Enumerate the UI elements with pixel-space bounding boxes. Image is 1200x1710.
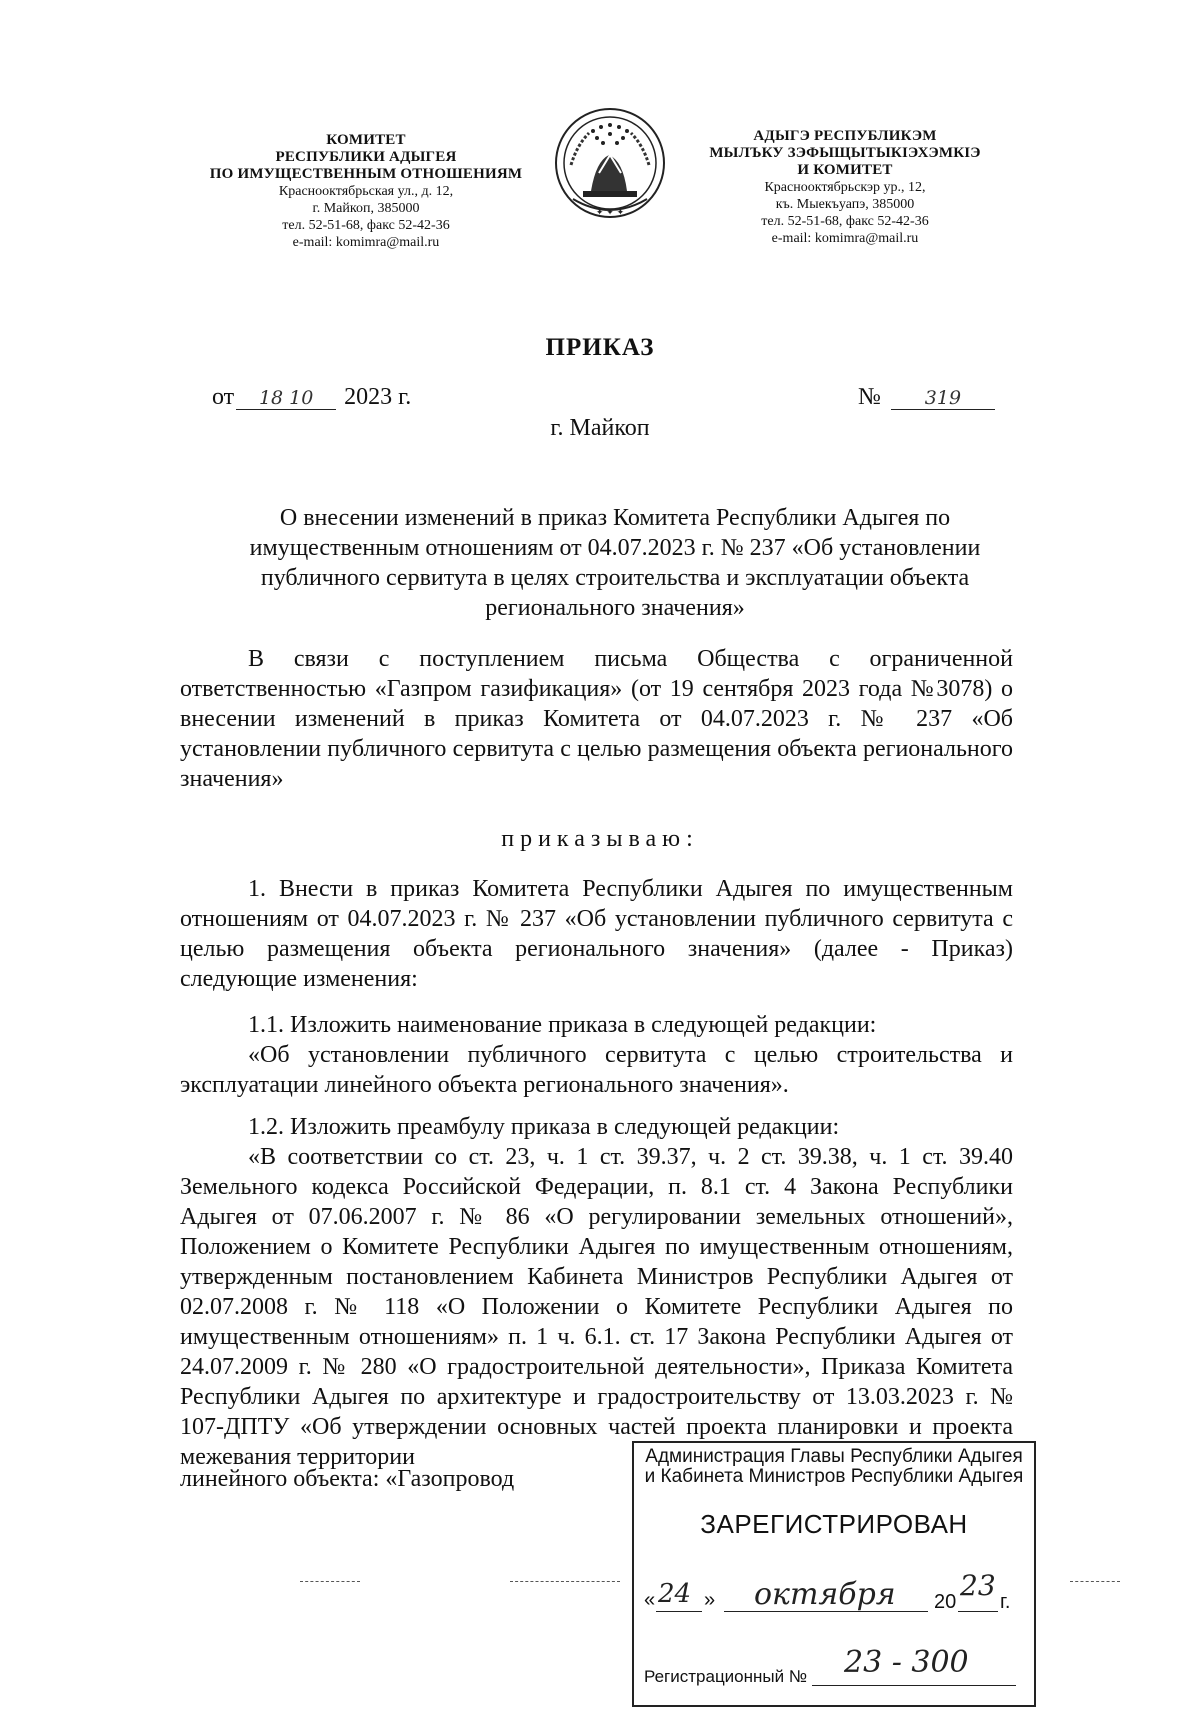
decree-word: приказываю:	[501, 826, 699, 852]
order-city: г. Майкоп	[550, 415, 650, 441]
stamp-month: октября	[754, 1577, 896, 1612]
order-title: ПРИКАЗ	[545, 334, 655, 361]
letterhead-left-line3: ПО ИМУЩЕСТВЕННЫМ ОТНОШЕНИЯМ	[209, 166, 523, 182]
item-1-2-paragraph	[180, 1112, 1013, 1472]
letterhead-right-line1: АДЫГЭ РЕСПУБЛИКЭМ	[753, 128, 937, 144]
stamp-organization	[634, 1447, 1034, 1487]
item-1-2-heading: 1.2. Изложить преамбулу приказа в следующей редакции:	[248, 1114, 840, 1140]
item-1-2-text: «В соответствии со ст. 23, ч. 1 ст. 39.37, ч. 2 ст. 39.38, ч. 1 ст. 39.40 Земельного кодекса Российской Федерации, п. 8.1 ст. 4 Закона Республики Адыгея от 07.06.2007 г. № 86 «О регулировании земельных отношений», Положением о Комитете Республики Адыгея по имущественным отношениям, утвержденным постановлением Кабинета Министров Республики Адыгея от 02.07.2008 г. № 118 «О Положении о Комитете Республики Адыгея по имущественным отношениям» п. 1 ч. 6.1. ст. 17 Закона Республики Адыгея от 24.07.2009 г. № 280 «О градостроительной деятельности», Приказа Комитета Республики Адыгея по архитектуре и градостроительству от 13.03.2023 г. № 107-ДПТУ «Об утверждении основных частей проекта планировки и проекта межевания территории	[180, 1144, 1013, 1470]
letterhead-right-line3: И КОМИТЕТ	[797, 162, 893, 178]
letterhead-left-email: e-mail: komimra@mail.ru	[292, 235, 440, 250]
letterhead-left	[186, 132, 546, 251]
letterhead-left-phone: тел. 52-51-68, факс 52-42-36	[282, 218, 450, 233]
stamp-day: 24	[658, 1579, 692, 1609]
stamp-year-suffix: г.	[1000, 1591, 1011, 1613]
letterhead-right-phone: тел. 52-51-68, факс 52-42-36	[761, 214, 929, 229]
order-number-prefix: №	[858, 384, 881, 410]
stamp-year-prefix: 20	[934, 1591, 957, 1613]
scan-artifact	[510, 1580, 620, 1582]
stamp-date: « 24 » октября 20 23 г.	[644, 1569, 1011, 1613]
order-date-suffix: 2023 г.	[344, 384, 412, 410]
item-1-paragraph	[180, 874, 1013, 994]
subject-line-3: публичного сервитута в целях строительства и эксплуатации объекта	[260, 565, 970, 591]
item-1-1-text: «Об установлении публичного сервитута с целью строительства и эксплуатации линейного объекта регионального значения».	[180, 1042, 1013, 1098]
coat-of-arms-icon	[553, 103, 667, 228]
order-date-prefix: от	[212, 384, 235, 410]
letterhead-right-address2: къ. Мыекъуапэ, 385000	[775, 197, 915, 212]
order-number-handwritten: 319	[891, 387, 995, 410]
letterhead-right-email: e-mail: komimra@mail.ru	[771, 231, 919, 246]
svg-text:✦ ✦ ✦: ✦ ✦ ✦	[595, 208, 625, 218]
item-1-1-paragraph	[180, 1010, 1013, 1100]
subject-line-2: имущественным отношениям от 04.07.2023 г. № 237 «Об установлении	[249, 535, 981, 561]
item-1-1-heading: 1.1. Изложить наименование приказа в следующей редакции:	[248, 1012, 877, 1038]
scan-artifact	[1070, 1580, 1120, 1582]
item-1-text: 1. Внести в приказ Комитета Республики Адыгея по имущественным отношениям от 04.07.2023 г. № 237 «Об установлении публичного сервитута с целью размещения объекта регионального значения» (далее - Приказ) следующие изменения:	[180, 876, 1013, 992]
letterhead-left-line1: КОМИТЕТ	[326, 132, 406, 148]
stamp-org-line2: и Кабинета Министров Республики Адыгея	[644, 1466, 1024, 1487]
stamp-reg-number: 23 - 300	[844, 1645, 969, 1680]
letterhead-left-line2: РЕСПУБЛИКИ АДЫГЕЯ	[275, 149, 457, 165]
registration-stamp	[632, 1441, 1036, 1707]
order-date-handwritten: 18 10	[236, 387, 336, 410]
scan-artifact	[300, 1580, 360, 1582]
letterhead-left-address1: Краснооктябрьская ул., д. 12,	[278, 184, 454, 199]
letterhead-right	[680, 128, 1010, 247]
letterhead-left-address2: г. Майкоп, 385000	[312, 201, 420, 216]
letterhead-right-address1: Краснооктябрьскэр ур., 12,	[764, 180, 926, 195]
order-number	[858, 384, 1003, 411]
subject-line-1: О внесении изменений в приказ Комитета Республики Адыгея по	[279, 505, 951, 531]
stamp-reg-label: Регистрационный №	[644, 1667, 808, 1686]
item-1-2-tail: линейного объекта: «Газопровод	[180, 1466, 515, 1492]
order-date	[212, 384, 411, 411]
stamp-org-line1: Администрация Главы Республики Адыгея	[645, 1446, 1023, 1467]
stamp-status: ЗАРЕГИСТРИРОВАН	[700, 1509, 968, 1539]
stamp-registration-number	[644, 1645, 1024, 1693]
order-subject	[222, 503, 1008, 623]
preamble-paragraph	[180, 644, 1013, 794]
letterhead-right-line2: МЫЛЪКУ ЗЭФЫЩЫТЫКIЭХЭМКIЭ	[709, 145, 981, 161]
preamble-text: В связи с поступлением письма Общества с ограниченной ответственностью «Газпром газификация» (от 19 сентября 2023 года №3078) о внесении изменений в приказ Комитета от 04.07.2023 г. № 237 «Об установлении публичного сервитута с целью размещения объекта регионального значения»	[180, 646, 1013, 792]
stamp-year: 23	[960, 1569, 996, 1602]
subject-line-4: регионального значения»	[485, 595, 745, 621]
